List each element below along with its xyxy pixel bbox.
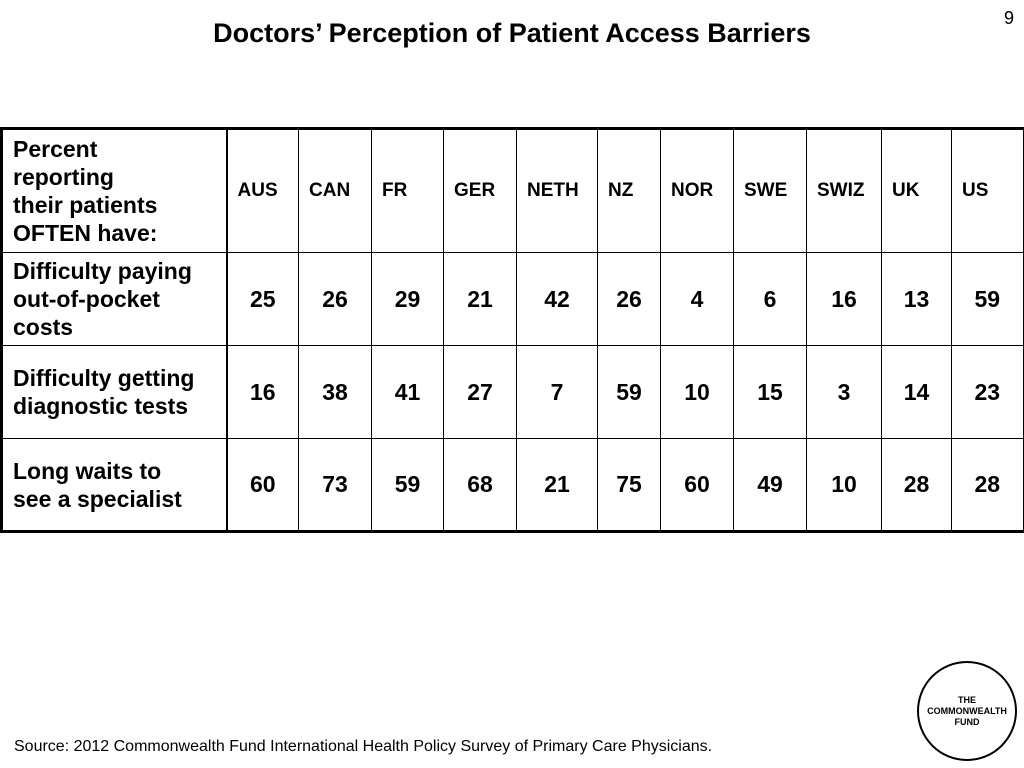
row-label-line: Long waits to <box>13 457 162 484</box>
column-header-neth: NETH <box>517 129 598 253</box>
row-label-line: see a specialist <box>13 485 182 512</box>
value-cell: 13 <box>882 253 952 346</box>
value-cell: 28 <box>882 439 952 532</box>
value-cell: 73 <box>299 439 372 532</box>
table-row <box>2 253 1024 346</box>
value-cell: 75 <box>598 439 661 532</box>
row-label-line: diagnostic tests <box>13 393 189 419</box>
value-cell: 59 <box>372 439 444 532</box>
column-header-fr: FR <box>372 129 444 253</box>
row-label <box>2 346 227 439</box>
value-cell: 27 <box>444 346 517 439</box>
value-cell: 26 <box>299 253 372 346</box>
value-cell: 21 <box>517 439 598 532</box>
column-header-swe: SWE <box>734 129 807 253</box>
slide-number: 9 <box>1003 8 1014 28</box>
value-cell: 59 <box>952 253 1024 346</box>
value-cell: 15 <box>734 346 807 439</box>
corner-label-line: reporting <box>13 164 114 190</box>
row-label-line: out-of-pocket <box>13 286 160 312</box>
table-row <box>2 439 1024 532</box>
row-label-line: costs <box>13 314 74 340</box>
logo-line: FUND <box>954 716 980 727</box>
value-cell: 28 <box>952 439 1024 532</box>
corner-label-line: OFTEN have: <box>13 220 158 246</box>
logo-line: THE <box>958 694 976 705</box>
value-cell: 25 <box>227 253 299 346</box>
logo-line: COMMONWEALTH <box>927 705 1007 716</box>
column-header-ger: GER <box>444 129 517 253</box>
row-label-line: Difficulty paying <box>13 258 192 284</box>
value-cell: 7 <box>517 346 598 439</box>
value-cell: 10 <box>807 439 882 532</box>
commonwealth-fund-logo <box>917 661 1017 761</box>
value-cell: 60 <box>227 439 299 532</box>
data-table <box>0 127 1024 533</box>
value-cell: 29 <box>372 253 444 346</box>
value-cell: 68 <box>444 439 517 532</box>
value-cell: 49 <box>734 439 807 532</box>
value-cell: 38 <box>299 346 372 439</box>
corner-label <box>2 129 227 253</box>
column-header-nor: NOR <box>661 129 734 253</box>
row-label <box>2 253 227 346</box>
source-note: Source: 2012 Commonwealth Fund International Health Policy Survey of Primary Care Physicians. <box>14 738 713 755</box>
table-header-row <box>2 129 1024 253</box>
value-cell: 16 <box>227 346 299 439</box>
value-cell: 10 <box>661 346 734 439</box>
value-cell: 59 <box>598 346 661 439</box>
column-header-us: US <box>952 129 1024 253</box>
table-row <box>2 346 1024 439</box>
column-header-aus: AUS <box>227 129 299 253</box>
column-header-can: CAN <box>299 129 372 253</box>
value-cell: 26 <box>598 253 661 346</box>
row-label <box>2 439 227 532</box>
value-cell: 21 <box>444 253 517 346</box>
value-cell: 23 <box>952 346 1024 439</box>
value-cell: 6 <box>734 253 807 346</box>
column-header-uk: UK <box>882 129 952 253</box>
page-title: Doctors’ Perception of Patient Access Barriers <box>213 18 811 48</box>
value-cell: 4 <box>661 253 734 346</box>
value-cell: 60 <box>661 439 734 532</box>
row-label-line: Difficulty getting <box>13 365 195 391</box>
column-header-swiz: SWIZ <box>807 129 882 253</box>
value-cell: 16 <box>807 253 882 346</box>
column-header-nz: NZ <box>598 129 661 253</box>
value-cell: 3 <box>807 346 882 439</box>
corner-label-line: Percent <box>13 136 98 162</box>
value-cell: 14 <box>882 346 952 439</box>
value-cell: 41 <box>372 346 444 439</box>
value-cell: 42 <box>517 253 598 346</box>
corner-label-line: their patients <box>13 192 158 218</box>
